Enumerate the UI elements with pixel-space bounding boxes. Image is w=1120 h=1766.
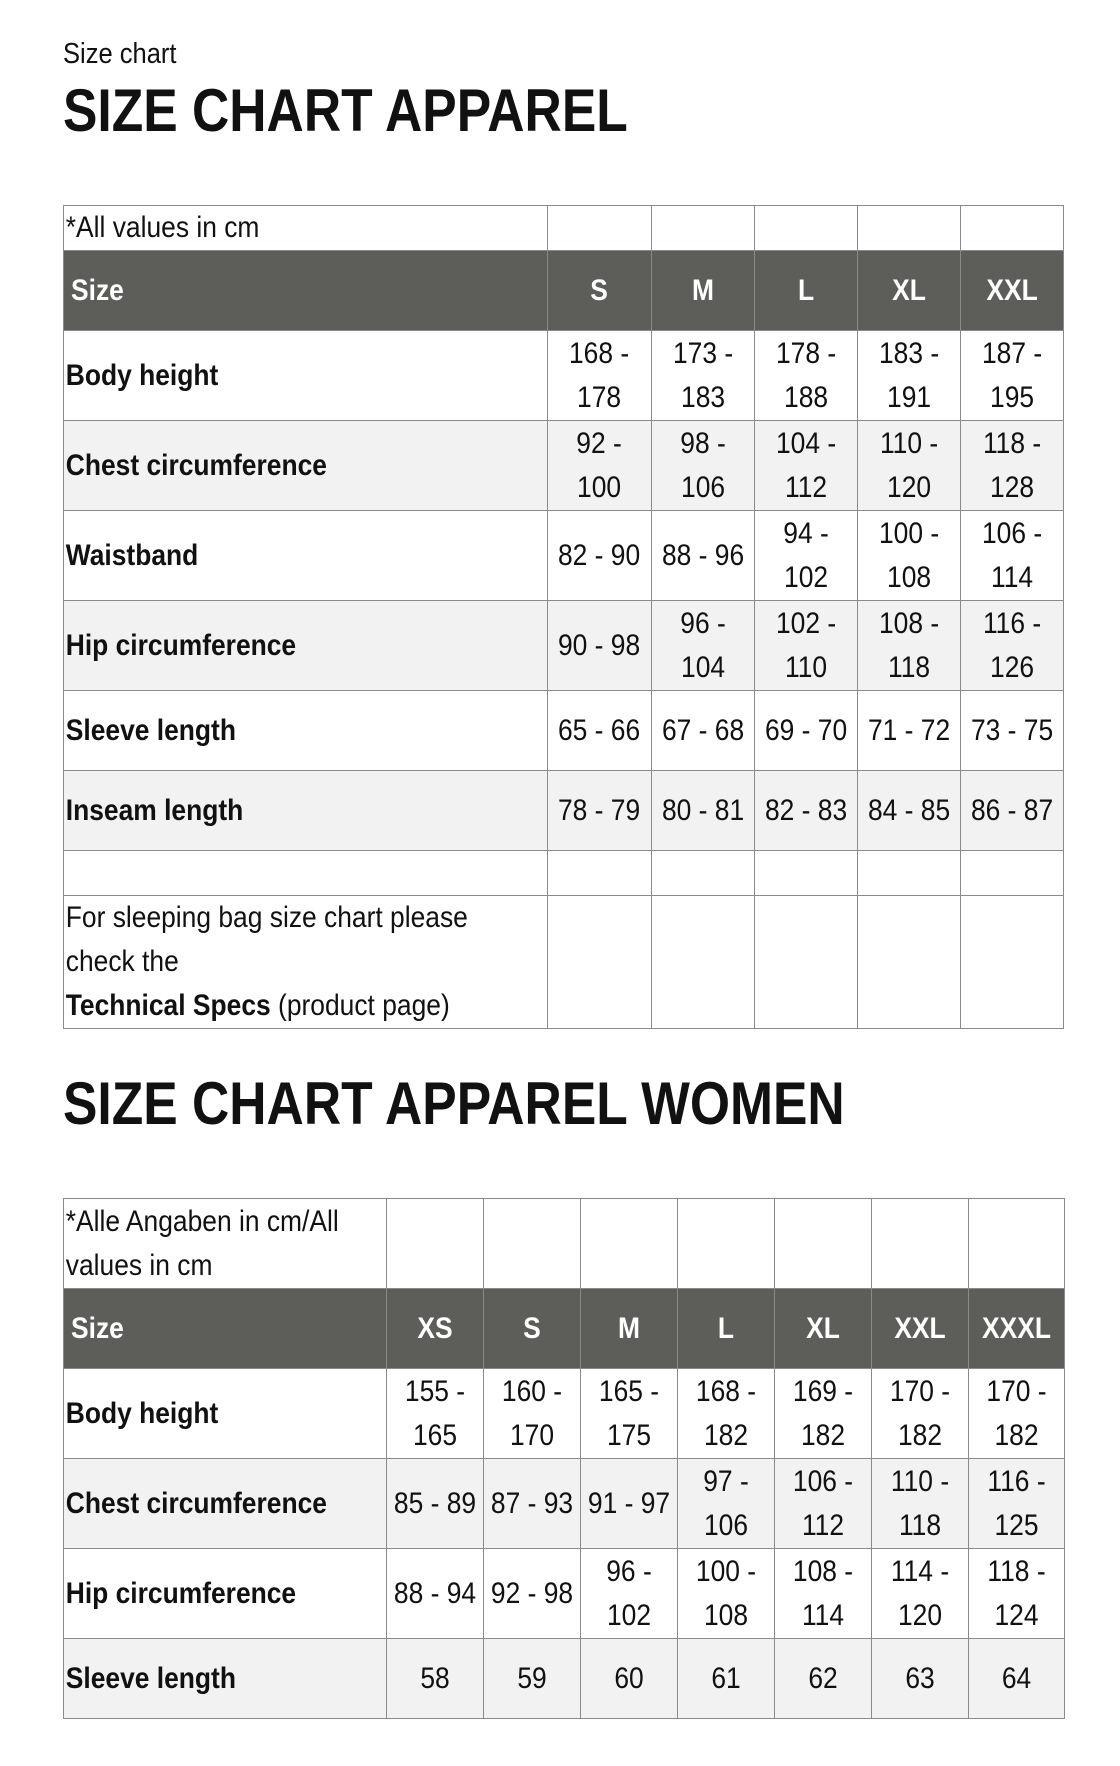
row-label: Sleeve length [65,1661,236,1695]
value-cell: 170 - 182 [872,1369,969,1459]
footer-note-rest: (product page) [278,989,450,1022]
value-cell: 108 - 118 [857,601,960,691]
row-label-cell [64,1549,387,1639]
row-label: Waistband [65,538,199,572]
table-row [64,771,1064,851]
value-cell: 116 - 126 [960,601,1063,691]
value-cell: 110 - 120 [857,421,960,511]
size-header-cell [64,251,548,331]
value-cell: 178 - 188 [754,331,857,421]
value-cell: 96 - 102 [581,1549,678,1639]
value-cell: 168 - 178 [548,331,651,421]
footer-note-line2: check the [65,945,179,978]
value-cell: 187 - 195 [960,331,1063,421]
size-table-apparel-women [63,1198,1065,1719]
value-cell: 118 - 124 [969,1549,1065,1639]
value-cell: 86 - 87 [960,771,1063,851]
value-cell: 84 - 85 [857,771,960,851]
value-cell: 92 - 100 [548,421,651,511]
value-cell: 88 - 94 [387,1549,484,1639]
row-label-cell [64,1369,387,1459]
value-cell: 88 - 96 [651,511,754,601]
footer-note-line3 [66,984,490,1028]
table-row [64,691,1064,771]
value-cell: 60 [581,1639,678,1719]
value-cell: 183 - 191 [857,331,960,421]
table-row [64,421,1064,511]
technical-specs-text: Technical Specs [65,989,271,1022]
value-cell: 108 - 114 [775,1549,872,1639]
table-row [64,511,1064,601]
value-cell: 169 - 182 [775,1369,872,1459]
size-header-xs: XS [387,1289,484,1369]
value-cell: 106 - 114 [960,511,1063,601]
size-header-xxxl: XXXL [969,1289,1065,1369]
size-header-label: Size [71,1311,124,1345]
value-cell: 165 - 175 [581,1369,678,1459]
value-cell: 71 - 72 [857,691,960,771]
value-cell: 116 - 125 [969,1459,1065,1549]
value-cell: 168 - 182 [678,1369,775,1459]
value-cell: 69 - 70 [754,691,857,771]
table-note: *Alle Angaben in cm/All values in cm [65,1204,339,1282]
value-cell: 97 - 106 [678,1459,775,1549]
value-cell: 87 - 93 [484,1459,581,1549]
table-row [64,601,1064,691]
page-subtitle: Size chart [63,38,177,70]
row-label: Sleeve length [65,713,236,747]
footer-note-row [64,896,1064,1029]
table-header-row [64,1289,1065,1369]
page-title: SIZE CHART APPAREL [63,77,628,144]
value-cell: 106 - 112 [775,1459,872,1549]
value-cell: 104 - 112 [754,421,857,511]
value-cell: 100 - 108 [678,1549,775,1639]
row-label: Hip circumference [65,1576,297,1610]
row-label: Chest circumference [65,1486,327,1520]
row-label-cell [64,1459,387,1549]
size-header-label: Size [71,273,124,307]
size-header-s: S [484,1289,581,1369]
empty-row [64,851,1064,896]
row-label: Chest circumference [65,448,327,482]
row-label-cell [64,511,548,601]
value-cell: 59 [484,1639,581,1719]
value-cell: 118 - 128 [960,421,1063,511]
table-header-row [64,251,1064,331]
row-label-cell [64,421,548,511]
size-header-m: M [651,251,754,331]
value-cell: 98 - 106 [651,421,754,511]
table-note-row [64,206,1064,251]
row-label: Inseam length [65,793,244,827]
value-cell: 61 [678,1639,775,1719]
value-cell: 63 [872,1639,969,1719]
value-cell: 62 [775,1639,872,1719]
value-cell: 160 - 170 [484,1369,581,1459]
footer-note [64,896,489,1028]
row-label: Body height [65,358,219,392]
value-cell: 100 - 108 [857,511,960,601]
size-header-l: L [678,1289,775,1369]
value-cell: 65 - 66 [548,691,651,771]
value-cell: 110 - 118 [872,1459,969,1549]
value-cell: 80 - 81 [651,771,754,851]
footer-note-cell [64,896,548,1029]
size-header-xl: XL [857,251,960,331]
table-row [64,331,1064,421]
value-cell: 170 - 182 [969,1369,1065,1459]
table-note-cell [64,1199,387,1289]
table-note: *All values in cm [65,211,260,244]
value-cell: 114 - 120 [872,1549,969,1639]
size-header-xxl: XXL [960,251,1063,331]
value-cell: 78 - 79 [548,771,651,851]
row-label-cell [64,691,548,771]
table-row [64,1549,1065,1639]
table-row [64,1459,1065,1549]
value-cell: 67 - 68 [651,691,754,771]
value-cell: 73 - 75 [960,691,1063,771]
value-cell: 91 - 97 [581,1459,678,1549]
size-header-s: S [548,251,651,331]
value-cell: 82 - 90 [548,511,651,601]
size-header-xxl: XXL [872,1289,969,1369]
size-header-l: L [754,251,857,331]
row-label-cell [64,331,548,421]
value-cell: 82 - 83 [754,771,857,851]
value-cell: 64 [969,1639,1065,1719]
row-label-cell [64,1639,387,1719]
value-cell: 85 - 89 [387,1459,484,1549]
table-note-row [64,1199,1065,1289]
size-header-cell [64,1289,387,1369]
size-header-m: M [581,1289,678,1369]
section-title-women: SIZE CHART APPAREL WOMEN [63,1070,845,1137]
row-label-cell [64,601,548,691]
table-row [64,1639,1065,1719]
value-cell: 102 - 110 [754,601,857,691]
table-note-cell [64,206,548,251]
value-cell: 96 - 104 [651,601,754,691]
value-cell: 92 - 98 [484,1549,581,1639]
size-table-apparel [63,205,1064,1029]
size-header-xl: XL [775,1289,872,1369]
footer-note-line1: For sleeping bag size chart please [65,901,468,934]
row-label: Hip circumference [65,628,297,662]
row-label: Body height [65,1396,219,1430]
value-cell: 173 - 183 [651,331,754,421]
value-cell: 155 - 165 [387,1369,484,1459]
row-label-cell [64,771,548,851]
value-cell: 58 [387,1639,484,1719]
value-cell: 90 - 98 [548,601,651,691]
table-row [64,1369,1065,1459]
value-cell: 94 - 102 [754,511,857,601]
